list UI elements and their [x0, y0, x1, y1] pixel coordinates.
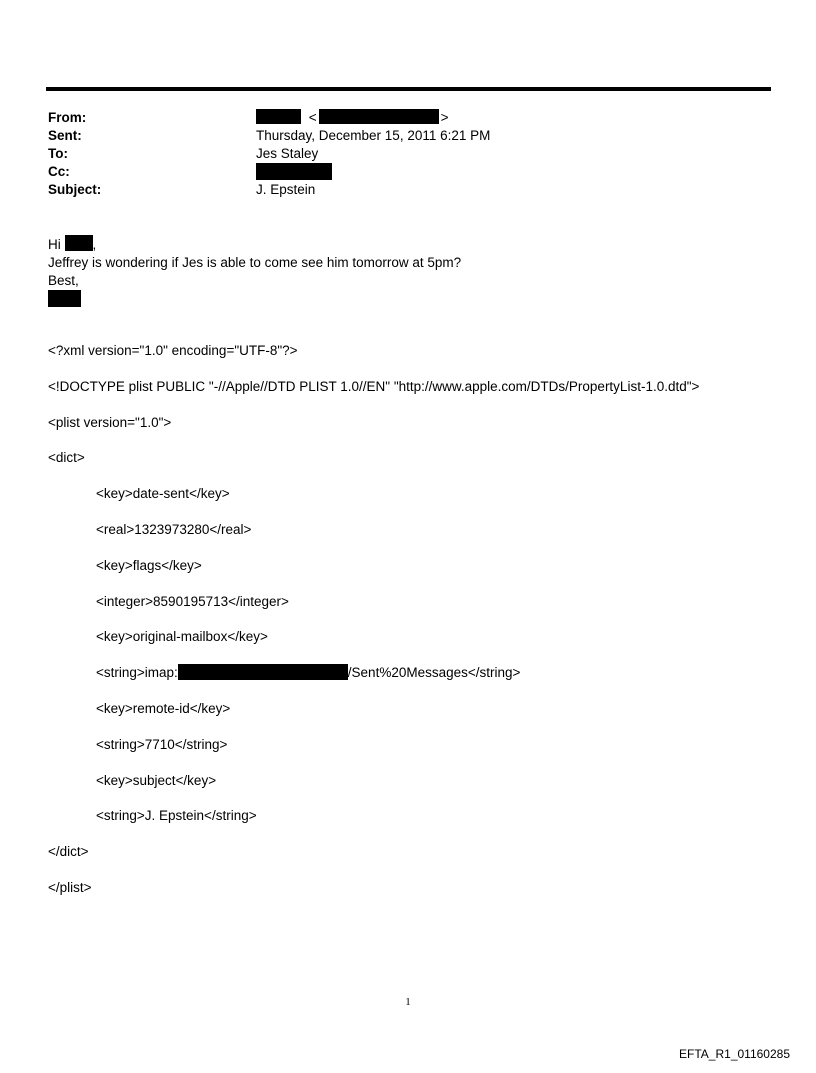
to-row: [48, 145, 748, 163]
xml-line: </dict>: [48, 844, 89, 860]
email-body: [48, 235, 768, 308]
document-id: EFTA_R1_01160285: [679, 1047, 790, 1061]
redaction-block: [256, 163, 332, 180]
xml-line: <key>date-sent</key>: [96, 486, 230, 502]
xml-line: <plist version="1.0">: [48, 414, 172, 430]
to-label: To:: [48, 146, 68, 161]
xml-line: <key>original-mailbox</key>: [96, 629, 268, 645]
to-value: Jes Staley: [256, 146, 319, 161]
from-gt: >: [440, 110, 449, 125]
sent-row: [48, 127, 748, 145]
from-value: [256, 109, 748, 127]
xml-line: <?xml version="1.0" encoding="UTF-8"?>: [48, 342, 298, 358]
cc-value: [256, 163, 748, 181]
xml-line: <key>remote-id</key>: [96, 701, 231, 717]
xml-line: <dict>: [48, 450, 85, 466]
xml-line: <string>7710</string>: [96, 736, 228, 752]
redaction-block: [178, 664, 348, 680]
page-number: 1: [405, 996, 411, 1008]
from-row: [48, 109, 748, 127]
email-header: [48, 109, 748, 199]
xml-line: <!DOCTYPE plist PUBLIC "-//Apple//DTD PLIST 1.0//EN" "http://www.apple.com/DTDs/PropertyList-1.0.dtd">: [48, 378, 700, 394]
signoff-line: Best,: [48, 273, 79, 288]
greeting-punct: ,: [92, 237, 97, 252]
subject-label: Subject:: [48, 182, 102, 197]
xml-plist-block: [48, 324, 788, 915]
xml-line: <key>flags</key>: [96, 557, 202, 573]
xml-line: <string>J. Epstein</string>: [96, 808, 257, 824]
xml-mailbox-start: <string>imap:: [96, 665, 178, 681]
body-line: Jeffrey is wondering if Jes is able to come see him tomorrow at 5pm?: [48, 255, 462, 270]
subject-row: [48, 181, 748, 199]
header-rule: [46, 87, 771, 91]
sent-label: Sent:: [48, 128, 82, 143]
cc-label: Cc:: [48, 164, 70, 179]
xml-line-mailbox: [48, 664, 788, 682]
xml-line: <real>1323973280</real>: [96, 521, 252, 537]
from-lt: <: [308, 110, 317, 125]
cc-row: [48, 163, 748, 181]
xml-line: <integer>8590195713</integer>: [96, 593, 289, 609]
subject-value: J. Epstein: [256, 182, 316, 197]
signature-line: [48, 290, 768, 308]
redaction-block: [319, 109, 439, 124]
xml-line: <key>subject</key>: [96, 772, 217, 788]
xml-line: </plist>: [48, 880, 92, 896]
redaction-block: [65, 235, 93, 251]
redaction-block: [48, 290, 81, 307]
greeting-line: [48, 235, 768, 254]
xml-mailbox-end: /Sent%20Messages</string>: [347, 665, 521, 681]
redaction-block: [256, 109, 301, 124]
from-label: From:: [48, 110, 87, 125]
greeting-text: Hi: [48, 237, 61, 252]
sent-value: Thursday, December 15, 2011 6:21 PM: [256, 128, 491, 143]
